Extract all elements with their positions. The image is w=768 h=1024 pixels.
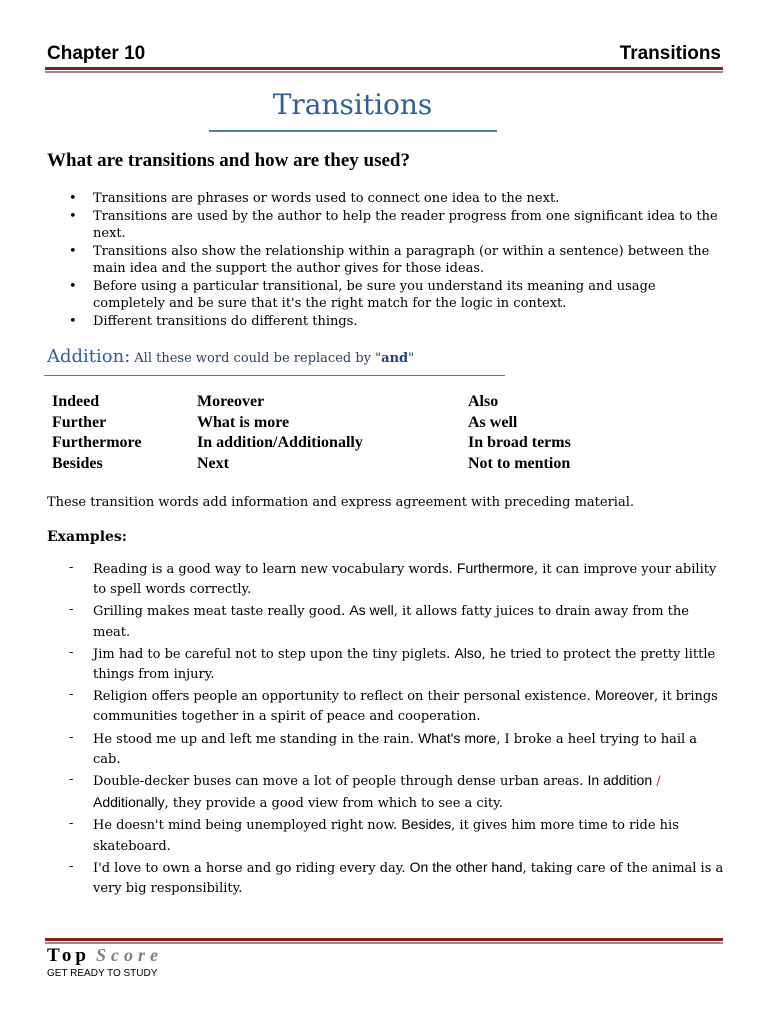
footer-rule-top xyxy=(45,938,723,941)
word-cell: Next xyxy=(197,454,229,472)
addition-heading: Addition: xyxy=(47,346,131,367)
brand-score: Score xyxy=(96,945,163,965)
example-text: Grilling makes meat taste really good. xyxy=(93,604,350,620)
bullet-item: • Before using a particular transitional, be sure you understand its meaning and usage completely and be sure that it's the right match for the logic in context. xyxy=(47,278,727,313)
chapter-label: Chapter 10 xyxy=(47,43,146,64)
examples-heading: Examples: xyxy=(47,529,127,545)
addition-underline xyxy=(44,375,505,376)
example-item xyxy=(47,857,727,899)
word-row xyxy=(52,455,652,476)
section-question: What are transitions and how are they used? xyxy=(47,150,410,171)
title-underline xyxy=(209,130,497,132)
section-label: Transitions xyxy=(619,43,721,64)
example-keyword: Moreover xyxy=(594,687,655,704)
brand-tagline: GET READY TO STUDY xyxy=(47,968,158,979)
example-keyword: What's more xyxy=(418,729,497,746)
example-text: Double-decker buses can move a lot of people through dense urban areas. xyxy=(93,774,588,790)
examples-list xyxy=(47,558,727,899)
addition-subtitle-text: All these word could be replaced by " xyxy=(134,351,382,366)
bullet-item: • Transitions also show the relationship within a paragraph (or within a sentence) between the main idea and the support the author gives for those ideas. xyxy=(47,243,727,278)
addition-keyword: and xyxy=(381,351,409,366)
example-item xyxy=(47,728,727,770)
example-slash: / xyxy=(652,774,661,790)
word-cell: In broad terms xyxy=(468,434,571,452)
example-item xyxy=(47,770,727,814)
example-item xyxy=(47,643,727,685)
example-keyword: As well xyxy=(349,602,394,619)
example-item xyxy=(47,814,727,856)
example-text: , it can improve your ability to spell words correctly. xyxy=(93,562,717,598)
bullet-item: • Different transitions do different things. xyxy=(47,313,727,331)
example-text: Religion offers people an opportunity to reflect on their personal existence. xyxy=(93,689,595,705)
word-cell: What is more xyxy=(197,413,290,431)
example-text: , he tried to protect the pretty little things from injury. xyxy=(93,646,716,683)
addition-heading-row xyxy=(47,346,414,367)
example-text: , they provide a good view from which to see a city. xyxy=(164,796,503,812)
word-cell: Furthermore xyxy=(52,434,142,452)
example-keyword: Besides xyxy=(401,816,452,833)
word-cell: Further xyxy=(52,413,107,431)
word-cell: Moreover xyxy=(197,393,265,410)
example-text: He doesn't mind being unemployed right now. xyxy=(93,818,402,834)
word-cell: As well xyxy=(468,413,518,431)
brand-top: Top xyxy=(47,945,90,966)
bullet-item: • Transitions are phrases or words used to connect one idea to the next. xyxy=(47,190,727,208)
example-text: , it gives him more time to ride his skateboard. xyxy=(93,818,679,854)
example-keyword: Also xyxy=(454,644,482,661)
word-cell: Besides xyxy=(52,454,103,472)
header-rule-bottom xyxy=(45,71,723,73)
example-keyword: On the other hand xyxy=(409,858,523,875)
example-text: I'd love to own a horse and go riding every day. xyxy=(93,860,410,876)
example-keyword: In addition xyxy=(587,772,653,789)
word-row xyxy=(52,393,652,414)
example-text: , it allows fatty juices to drain away from the meat. xyxy=(93,604,689,640)
brand-logo xyxy=(47,945,163,967)
example-text: He stood me up and left me standing in the rain. xyxy=(93,731,419,747)
addition-subtitle xyxy=(134,351,414,366)
example-keyword: Furthermore xyxy=(456,560,534,576)
example-text: , it brings communities together in a spirit of peace and cooperation. xyxy=(93,689,718,725)
header-rule-top xyxy=(45,67,723,70)
word-row xyxy=(52,434,652,455)
example-keyword: Additionally xyxy=(93,794,165,811)
example-text: Jim had to be careful not to step upon the tiny piglets. xyxy=(93,646,455,662)
bullet-item: • Transitions are used by the author to help the reader progress from one significant idea to the next. xyxy=(47,208,727,243)
example-item xyxy=(47,558,727,600)
example-item xyxy=(47,685,727,727)
example-text: , taking care of the animal is a very big responsibility. xyxy=(93,860,724,897)
word-row xyxy=(52,414,652,435)
example-item xyxy=(47,600,727,642)
transition-word-table xyxy=(52,393,652,475)
page-title: Transitions xyxy=(272,88,433,121)
word-cell: Also xyxy=(468,393,499,410)
word-cell: Not to mention xyxy=(468,454,571,472)
description-paragraph: These transition words add information and express agreement with preceding material. xyxy=(47,495,634,510)
example-text: Reading is a good way to learn new vocabulary words. xyxy=(93,562,457,577)
footer-rule-bottom xyxy=(45,942,723,944)
intro-bullet-list xyxy=(47,190,727,330)
word-cell: In addition/Additionally xyxy=(197,434,363,452)
word-cell: Indeed xyxy=(52,393,100,410)
example-text: , I broke a heel trying to hail a cab. xyxy=(93,731,698,767)
addition-subtitle-close: " xyxy=(408,351,415,366)
